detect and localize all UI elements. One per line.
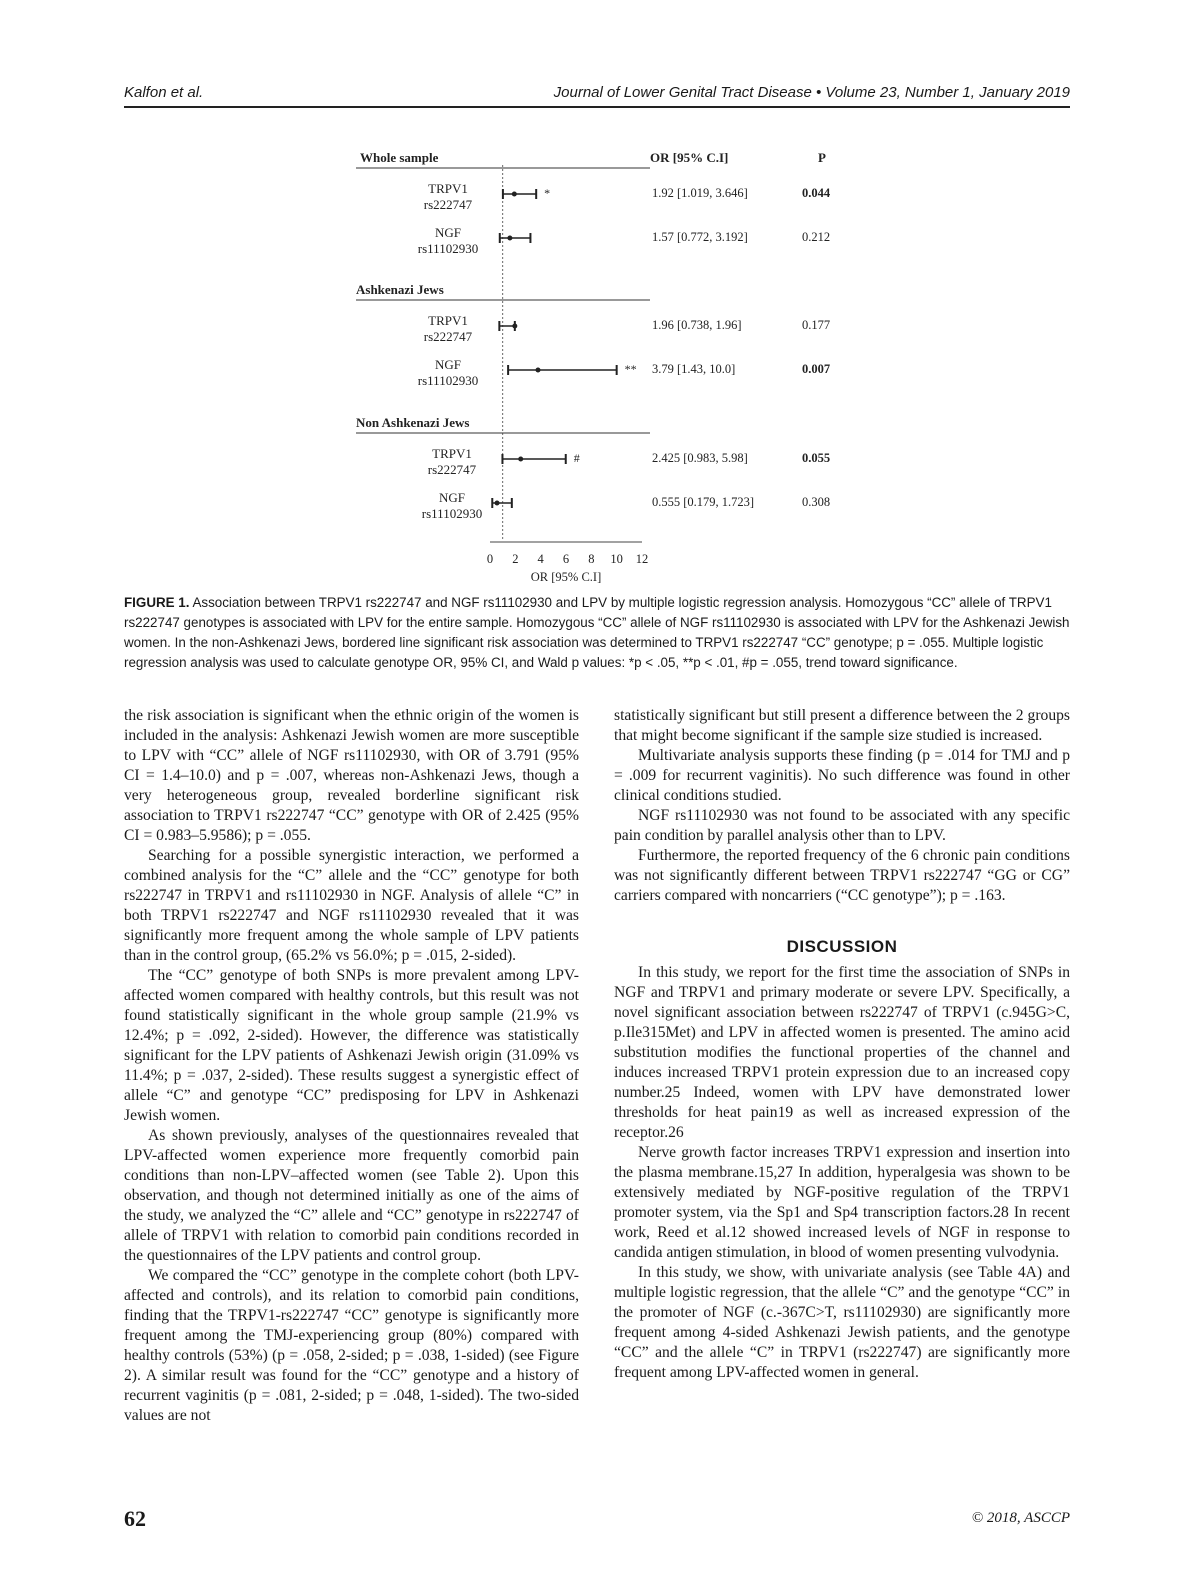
gene-label: NGF <box>438 490 466 505</box>
gene-label: NGF <box>434 225 462 240</box>
paragraph: In this study, we show, with univariate analysis (see Table 4A) and multiple logistic regression, that the allele “C” and the genotype “CC” in the promoter of NGF (c.-367C>T, rs11102930) are significantly more frequent among 4-sided Ashkenazi Jewish patients, and the genotype “CC” and the allele “C” in TRPV1 (rs222747) are significantly more frequent among LPV-affected women in general. <box>614 1264 1070 1381</box>
snp-label: rs222747 <box>423 197 473 212</box>
x-axis-label: OR [95% C.I] <box>530 570 602 584</box>
paragraph: Searching for a possible synergistic interaction, we performed a combined analysis for the “C” allele and the “CC” genotype for both rs222747 in TRPV1 and rs11102930 in NGF. Analysis of allele “C” in both TRPV1 rs222747 and NGF rs11102930 revealed that it was significantly more frequent among the whole sample of LPV patients than in the control group, (65.2% vs 56.0%; p = .015, 2-sided). <box>124 847 579 964</box>
paragraph: statistically significant but still present a difference between the 2 groups that might become significant if the sample size studied is increased. <box>614 707 1070 744</box>
gene-label: TRPV1 <box>428 313 468 328</box>
group-label: Whole sample <box>360 150 439 165</box>
or-point <box>512 324 517 329</box>
group-label: Ashkenazi Jews <box>356 282 444 297</box>
x-tick-label: 6 <box>562 552 570 566</box>
p-value: 0.308 <box>802 495 831 509</box>
gene-label: TRPV1 <box>432 446 472 461</box>
p-value: 0.044 <box>802 186 831 200</box>
x-tick-label: 8 <box>588 552 595 566</box>
paragraph: Furthermore, the reported frequency of the 6 chronic pain conditions was not significantly different between TRPV1 rs222747 “GG or CG” carriers compared with noncarriers (“CC genotype”); p = .163. <box>614 847 1070 904</box>
figure-caption <box>124 593 1070 673</box>
x-tick-label: 4 <box>537 552 544 566</box>
paragraph: The “CC” genotype of both SNPs is more prevalent among LPV-affected women compared with healthy controls, but this result was not found statistically significant in the whole group sample (21.9% vs 12.4%; p = .092, 2-sided). However, the difference was statistically significant for the LPV patients of Ashkenazi Jewish origin (31.09% vs 11.4%; p = .037, 2-sided). These results suggest a synergistic effect of allele “C” and genotype “CC” predisposing for LPV in Ashkenazi Jewish women. <box>124 967 579 1124</box>
figure-label: FIGURE 1. <box>124 595 190 610</box>
snp-label: rs222747 <box>427 462 477 477</box>
forest-plot-figure <box>340 140 860 595</box>
x-tick-label: 2 <box>512 552 519 566</box>
header-rule <box>124 106 1070 108</box>
significance-mark: ** <box>624 362 637 376</box>
or-ci-value: 1.92 [1.019, 3.646] <box>652 186 748 200</box>
p-column-header: P <box>818 150 826 165</box>
paragraph: Multivariate analysis supports these finding (p = .014 for TMJ and p = .009 for recurrent vaginitis). No such difference was found in other clinical conditions studied. <box>614 747 1070 804</box>
paragraph: Nerve growth factor increases TRPV1 expression and insertion into the plasma membrane.15,27 In addition, hyperalgesia was shown to be extensively mediated by NGF-positive regulation of the TRPV1 promoter system, via the Sp1 and Sp4 transcription factors.28 In recent work, Reed et al.12 showed increased levels of NGF in response to candida antigen stimulation, in blood of women presenting vulvodynia. <box>614 1144 1070 1261</box>
running-header-authors: Kalfon et al. <box>124 84 204 101</box>
or-point <box>495 501 500 506</box>
or-point <box>507 236 512 241</box>
x-tick-label: 0 <box>486 552 494 566</box>
significance-mark: # <box>573 451 580 465</box>
gene-label: TRPV1 <box>428 181 468 196</box>
copyright: © 2018, ASCCP <box>971 1510 1070 1526</box>
running-header-journal: Journal of Lower Genital Tract Disease • Volume 23, Number 1, January 2019 <box>553 84 1070 101</box>
x-tick-label: 10 <box>610 552 623 566</box>
snp-label: rs11102930 <box>417 373 479 388</box>
left-column <box>124 706 579 1426</box>
or-point <box>536 368 541 373</box>
or-ci-value: 3.79 [1.43, 10.0] <box>652 362 736 376</box>
or-ci-value: 1.57 [0.772, 3.192] <box>652 230 748 244</box>
x-tick-label: 12 <box>635 552 649 566</box>
snp-label: rs11102930 <box>421 506 483 521</box>
forest-plot <box>340 140 860 590</box>
or-point <box>518 457 523 462</box>
gene-label: NGF <box>434 357 462 372</box>
paragraph: We compared the “CC” genotype in the complete cohort (both LPV-affected and controls), and its relation to comorbid pain conditions, finding that the TRPV1-rs222747 “CC” genotype is significantly more frequent among the TMJ-experiencing group (80%) compared with healthy controls (53%) (p = .058, 2-sided; p = .038, 1-sided) (see Figure 2). A similar result was found for the “CC” genotype and a history of recurrent vaginitis (p = .081, 2-sided; p = .048, 1-sided). The two-sided values are not <box>124 1267 579 1424</box>
figure-caption-text: Association between TRPV1 rs222747 and NGF rs11102930 and LPV by multiple logistic regression analysis. Homozygous “CC” allele of TRPV1 rs222747 genotypes is associated with LPV for the entire sample. Homozygous “CC” allele of NGF rs11102930 is associated with LPV for the Ashkenazi Jewish women. In the non-Ashkenazi Jews, bordered line significant risk association was determined to TRPV1 rs222747 “CC” genotype; p = .055. Multiple logistic regression analysis was used to calculate genotype OR, 95% CI, and Wald p values: *p < .05, **p < .01, #p = .055, trend toward significance. <box>124 595 1070 670</box>
paragraph: In this study, we report for the first time the association of SNPs in NGF and TRPV1 and primary moderate or severe LPV. Specifically, a novel significant association between rs222747 of TRPV1 (c.945G>C, p.Ile315Met) and LPV in affected women is presented. The amino acid substitution modifies the functional properties of the channel and induces increased TRPV1 protein expression due to an increased copy number.25 Indeed, women with LPV have demonstrated lower thresholds for heat pain19 as well as increased expression of the receptor.26 <box>614 964 1070 1141</box>
p-value: 0.007 <box>802 362 831 376</box>
paragraph: As shown previously, analyses of the questionnaires revealed that LPV-affected women experience more frequently comorbid pain conditions than non-LPV–affected women (see Table 2). Upon this observation, and though not determined initially as one of the aims of the study, we analyzed the “C” allele and “CC” genotype in rs222747 of allele of TRPV1 with relation to comorbid pain conditions recorded in the questionnaires of the LPV patients and control group. <box>124 1127 579 1264</box>
paragraph: the risk association is significant when the ethnic origin of the women is included in the analysis: Ashkenazi Jewish women are more susceptible to LPV with “CC” allele of NGF rs11102930, with OR of 3.791 (95% CI = 1.4–10.0) and p = .007, whereas non-Ashkenazi Jews, though a very heterogeneous group, revealed borderline significant risk association to TRPV1 rs222747 “CC” genotype with OR of 2.425 (95% CI = 0.983–5.9586); p = .055. <box>124 707 579 844</box>
paragraph: NGF rs11102930 was not found to be associated with any specific pain condition by parallel analysis other than to LPV. <box>614 807 1070 844</box>
section-heading-discussion: DISCUSSION <box>786 937 898 956</box>
p-value: 0.177 <box>802 318 831 332</box>
snp-label: rs222747 <box>423 329 473 344</box>
group-label: Non Ashkenazi Jews <box>356 415 470 430</box>
p-value: 0.212 <box>802 230 831 244</box>
or-ci-value: 0.555 [0.179, 1.723] <box>652 495 755 509</box>
or-point <box>512 192 517 197</box>
right-column <box>614 706 1070 1383</box>
or-ci-value: 2.425 [0.983, 5.98] <box>652 451 748 465</box>
snp-label: rs11102930 <box>417 241 479 256</box>
or-column-header: OR [95% C.I] <box>650 150 729 165</box>
or-ci-value: 1.96 [0.738, 1.96] <box>652 318 742 332</box>
page-number: 62 <box>124 1506 146 1531</box>
p-value: 0.055 <box>802 451 831 465</box>
significance-mark: * <box>544 186 551 200</box>
